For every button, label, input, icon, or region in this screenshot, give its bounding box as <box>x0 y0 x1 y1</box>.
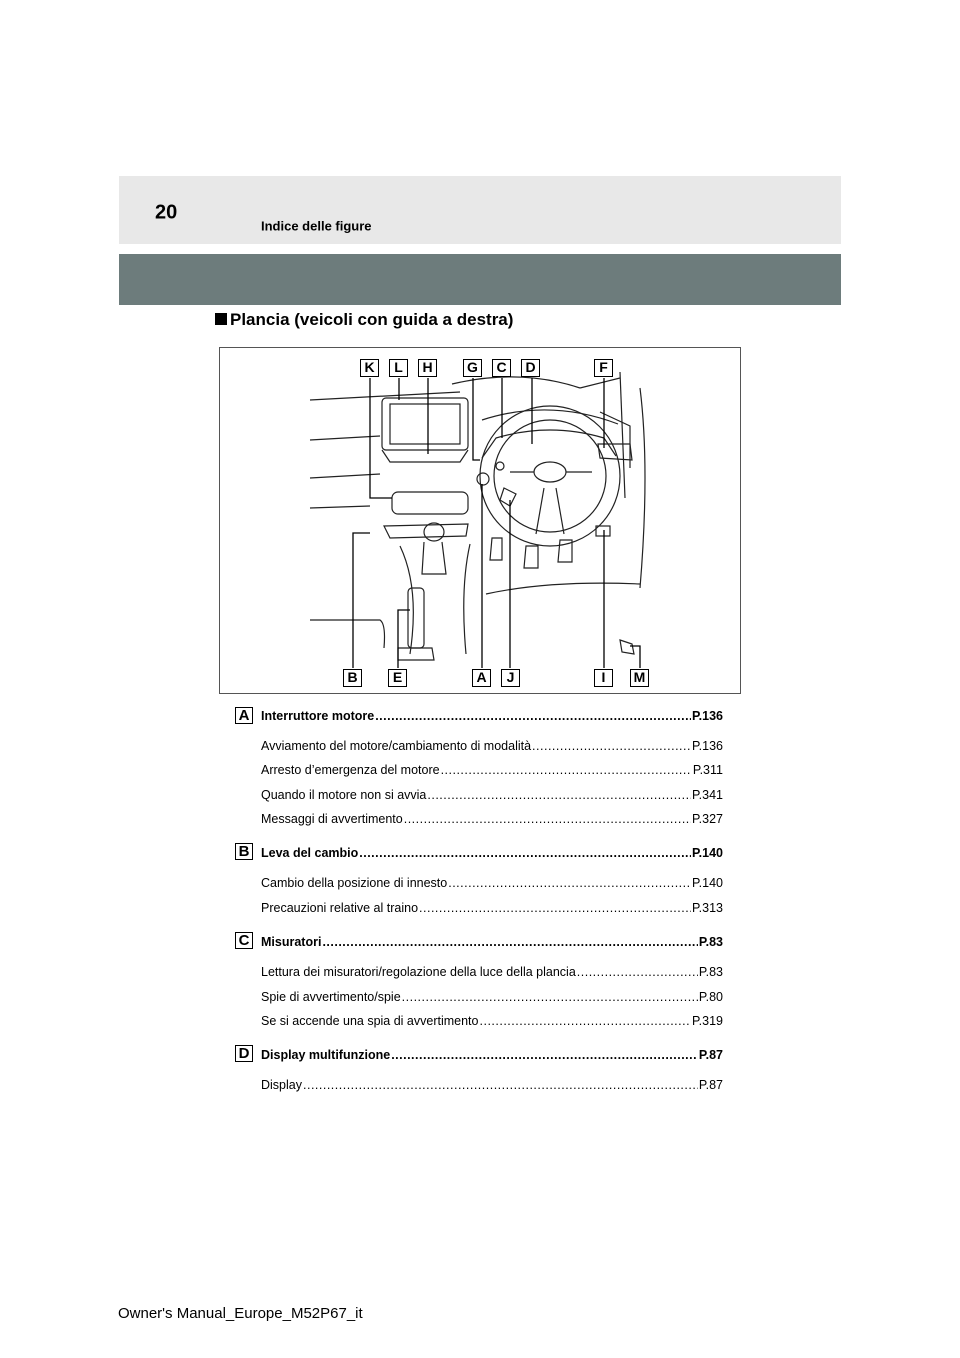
entry-page: P.319 <box>691 1014 723 1028</box>
entry-page: P.311 <box>692 763 723 777</box>
leader-dots <box>427 788 691 802</box>
entry-gauges[interactable] <box>261 935 723 949</box>
entry-page: P.83 <box>698 965 723 979</box>
entry-text: Lettura dei misuratori/regolazione della luce della plancia <box>261 965 576 979</box>
figure-label-h: H <box>418 359 437 377</box>
marker-a: A <box>235 707 253 724</box>
footer-manual-id: Owner's Manual_Europe_M52P67_it <box>118 1305 363 1322</box>
entry-text: Avviamento del motore/cambiamento di modalità <box>261 739 532 753</box>
entry-text: Se si accende una spia di avvertimento <box>261 1014 479 1028</box>
page-number: 20 <box>155 201 178 224</box>
entry-title: Display multifunzione <box>261 1048 391 1062</box>
entry-text: Cambio della posizione di innesto <box>261 876 448 890</box>
entry-subitem[interactable] <box>261 739 723 753</box>
entry-text: Arresto d’emergenza del motore <box>261 763 440 777</box>
entry-subitem[interactable] <box>261 965 723 979</box>
entry-multi-display[interactable] <box>261 1048 723 1062</box>
entry-subitem[interactable] <box>261 812 723 826</box>
subheading <box>215 310 513 330</box>
figure-label-m: M <box>630 669 649 687</box>
entry-page: P.83 <box>698 935 723 949</box>
header-band <box>119 176 841 244</box>
figure-label-k: K <box>360 359 379 377</box>
entry-text: Messaggi di avvertimento <box>261 812 403 826</box>
leader-dots <box>532 739 691 753</box>
entry-subitem[interactable] <box>261 901 723 915</box>
leader-dots <box>402 990 698 1004</box>
figure-label-j: J <box>501 669 520 687</box>
leader-dots <box>419 901 691 915</box>
leader-dots <box>375 709 691 723</box>
entry-subitem[interactable] <box>261 1014 723 1028</box>
leader-dots <box>391 1048 698 1062</box>
entry-title: Misuratori <box>261 935 322 949</box>
leader-dots <box>404 812 691 826</box>
entry-page: P.87 <box>698 1048 723 1062</box>
entry-engine-switch[interactable] <box>261 709 723 723</box>
entry-page: P.140 <box>691 876 723 890</box>
leader-dots <box>448 876 691 890</box>
leader-dots <box>359 846 691 860</box>
entry-page: P.87 <box>698 1078 723 1092</box>
entry-gear-lever[interactable] <box>261 846 723 860</box>
figure-label-a: A <box>472 669 491 687</box>
section-title: Indice delle figure <box>261 218 372 234</box>
entry-text: Precauzioni relative al traino <box>261 901 419 915</box>
figure-label-c: C <box>492 359 511 377</box>
leader-dots <box>322 935 697 949</box>
entry-page: P.140 <box>691 846 723 860</box>
leader-dots <box>480 1014 691 1028</box>
entry-title: Interruttore motore <box>261 709 375 723</box>
figure-label-g: G <box>463 359 482 377</box>
square-bullet-icon <box>215 313 227 325</box>
entry-text: Spie di avvertimento/spie <box>261 990 401 1004</box>
entry-page: P.136 <box>691 739 723 753</box>
figure-label-i: I <box>594 669 613 687</box>
entry-page: P.80 <box>698 990 723 1004</box>
marker-b: B <box>235 843 253 860</box>
leader-dots <box>577 965 698 979</box>
dashboard-illustration <box>219 347 741 694</box>
marker-d: D <box>235 1045 253 1062</box>
entry-text: Quando il motore non si avvia <box>261 788 427 802</box>
entry-text: Display <box>261 1078 302 1092</box>
entry-subitem[interactable] <box>261 763 723 777</box>
entry-subitem[interactable] <box>261 990 723 1004</box>
entry-subitem[interactable] <box>261 876 723 890</box>
figure-label-e: E <box>388 669 407 687</box>
figure-label-l: L <box>389 359 408 377</box>
figure-label-b: B <box>343 669 362 687</box>
leader-dots <box>303 1078 698 1092</box>
subheading-text: Plancia (veicoli con guida a destra) <box>230 310 514 329</box>
entry-title: Leva del cambio <box>261 846 359 860</box>
title-band <box>119 254 841 305</box>
entry-subitem[interactable] <box>261 788 723 802</box>
marker-c: C <box>235 932 253 949</box>
leader-dots <box>441 763 692 777</box>
entry-page: P.327 <box>691 812 723 826</box>
entry-page: P.136 <box>691 709 723 723</box>
figure-label-d: D <box>521 359 540 377</box>
entry-page: P.313 <box>691 901 723 915</box>
entry-subitem[interactable] <box>261 1078 723 1092</box>
entry-page: P.341 <box>691 788 723 802</box>
figure-label-f: F <box>594 359 613 377</box>
callout-lines <box>220 348 742 695</box>
